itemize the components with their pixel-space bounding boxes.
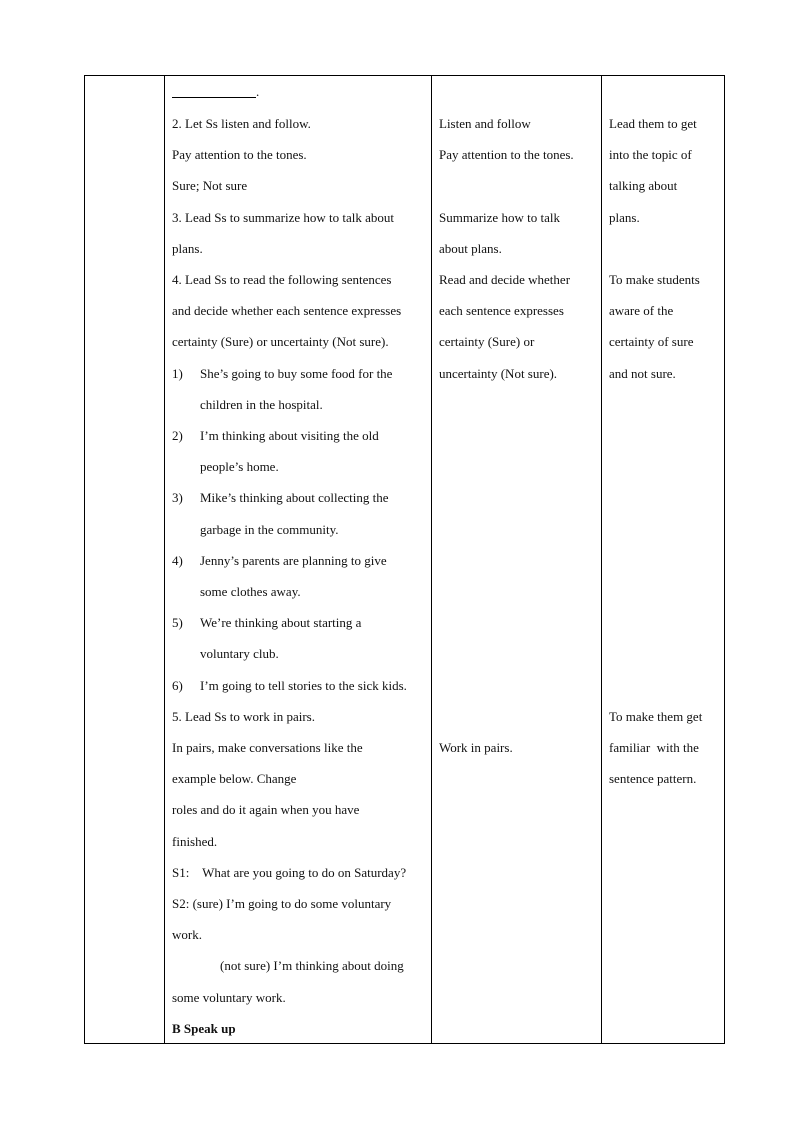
column-divider — [601, 76, 602, 1043]
purpose-line: aware of the — [609, 303, 674, 318]
activity-line: example below. Change — [172, 771, 297, 786]
student-line: about plans. — [439, 241, 502, 256]
student-line: uncertainty (Not sure). — [439, 366, 558, 381]
dialogue-line: some voluntary work. — [172, 990, 286, 1005]
activity-line: 4. Lead Ss to read the following sentences — [172, 272, 392, 287]
student-line: Summarize how to talk — [439, 210, 560, 225]
column-divider — [431, 76, 432, 1043]
sentence-text: I’m going to tell stories to the sick kids. — [200, 678, 407, 693]
dialogue-line: (not sure) I’m thinking about doing — [220, 958, 404, 973]
purpose-line: Lead them to get — [609, 116, 697, 131]
column-divider — [164, 76, 165, 1043]
activity-line: roles and do it again when you have — [172, 802, 360, 817]
purpose-line: To make students — [609, 272, 700, 287]
activity-line: certainty (Sure) or uncertainty (Not sure). — [172, 334, 389, 349]
sentence-text: She’s going to buy some food for the — [200, 366, 393, 381]
purpose-line: To make them get — [609, 709, 703, 724]
student-line: each sentence expresses — [439, 303, 564, 318]
sentence-text: people’s home. — [200, 459, 279, 474]
student-line: Listen and follow — [439, 116, 531, 131]
sentence-number: 1) — [172, 366, 183, 381]
activity-line: plans. — [172, 241, 203, 256]
purpose-line: into the topic of — [609, 147, 692, 162]
student-line: Pay attention to the tones. — [439, 147, 574, 162]
dialogue-line: work. — [172, 927, 202, 942]
purpose-line: sentence pattern. — [609, 771, 697, 786]
sentence-text: We’re thinking about starting a — [200, 615, 362, 630]
blank-period: . — [256, 84, 260, 99]
activity-line: 3. Lead Ss to summarize how to talk about — [172, 210, 395, 225]
activity-line: and decide whether each sentence expresses — [172, 303, 402, 318]
purpose-line: familiar with the — [609, 740, 699, 755]
sentence-text: garbage in the community. — [200, 522, 339, 537]
lesson-table — [84, 75, 725, 1044]
purpose-line: plans. — [609, 210, 640, 225]
sentence-number: 3) — [172, 490, 183, 505]
activity-line: Sure; Not sure — [172, 178, 248, 193]
purpose-line: and not sure. — [609, 366, 676, 381]
purpose-line: certainty of sure — [609, 334, 694, 349]
sentence-text: I’m thinking about visiting the old — [200, 428, 379, 443]
activity-line: Pay attention to the tones. — [172, 147, 307, 162]
sentence-number: 2) — [172, 428, 183, 443]
sentence-number: 6) — [172, 678, 183, 693]
sentence-number: 5) — [172, 615, 183, 630]
sentence-text: children in the hospital. — [200, 397, 323, 412]
student-line: Read and decide whether — [439, 272, 571, 287]
activity-line: finished. — [172, 834, 218, 849]
student-line: certainty (Sure) or — [439, 334, 535, 349]
fill-in-blank — [172, 97, 256, 98]
activity-line: In pairs, make conversations like the — [172, 740, 363, 755]
student-line: Work in pairs. — [439, 740, 513, 755]
purpose-line: talking about — [609, 178, 678, 193]
activity-line: 5. Lead Ss to work in pairs. — [172, 709, 315, 724]
sentence-text: Mike’s thinking about collecting the — [200, 490, 389, 505]
dialogue-line: S1: What are you going to do on Saturday? — [172, 865, 407, 880]
section-heading: B Speak up — [172, 1021, 236, 1036]
sentence-number: 4) — [172, 553, 183, 568]
sentence-text: Jenny’s parents are planning to give — [200, 553, 387, 568]
sentence-text: some clothes away. — [200, 584, 301, 599]
dialogue-line: S2: (sure) I’m going to do some voluntary — [172, 896, 392, 911]
activity-line: 2. Let Ss listen and follow. — [172, 116, 311, 131]
sentence-text: voluntary club. — [200, 646, 279, 661]
